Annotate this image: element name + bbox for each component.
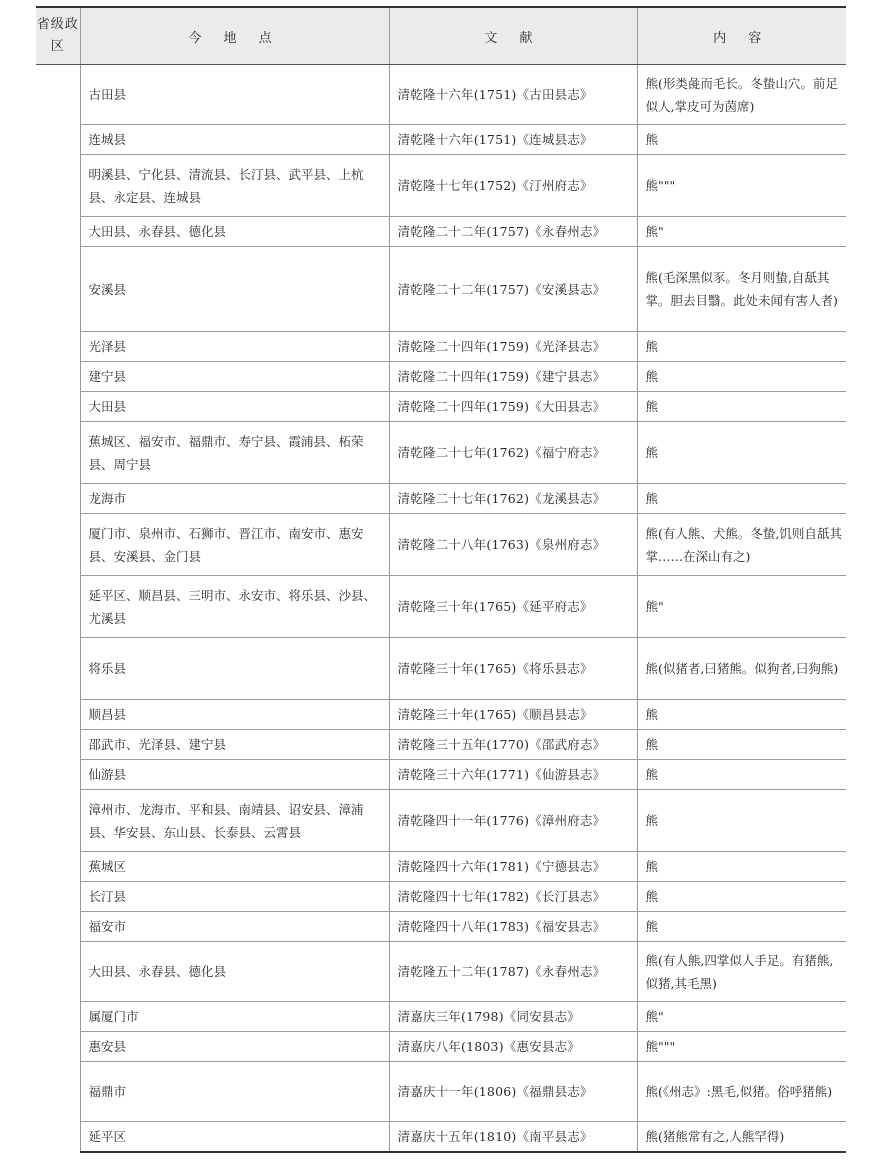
table-row (36, 912, 846, 942)
table-row (36, 514, 846, 576)
table-row (36, 217, 846, 247)
place-cell: 将乐县 (80, 638, 389, 700)
content-cell: 熊""" (637, 1032, 846, 1062)
table-row (36, 125, 846, 155)
content-cell: 熊 (637, 484, 846, 514)
content-cell: 熊 (637, 760, 846, 790)
place-cell: 大田县 (80, 392, 389, 422)
content-cell: 熊 (637, 392, 846, 422)
place-cell: 建宁县 (80, 362, 389, 392)
source-cell: 清嘉庆十五年(1810)《南平县志》 (389, 1122, 637, 1153)
table-row (36, 882, 846, 912)
content-cell: 熊(毛深黑似豕。冬月则蛰,自舐其掌。胆去目翳。此处未闻有害人者) (637, 247, 846, 332)
source-cell: 清乾隆四十一年(1776)《漳州府志》 (389, 790, 637, 852)
content-cell: 熊" (637, 217, 846, 247)
place-cell: 光泽县 (80, 332, 389, 362)
content-cell: 熊 (637, 422, 846, 484)
table-row (36, 1062, 846, 1122)
table-row (36, 392, 846, 422)
source-cell: 清乾隆五十二年(1787)《永春州志》 (389, 942, 637, 1002)
table-row (36, 65, 846, 125)
table-row (36, 576, 846, 638)
table-row (36, 362, 846, 392)
place-cell: 属厦门市 (80, 1002, 389, 1032)
source-cell: 清嘉庆十一年(1806)《福鼎县志》 (389, 1062, 637, 1122)
header-row (36, 7, 846, 65)
source-cell: 清乾隆十六年(1751)《古田县志》 (389, 65, 637, 125)
source-cell: 清乾隆三十年(1765)《延平府志》 (389, 576, 637, 638)
place-cell: 蕉城区、福安市、福鼎市、寿宁县、霞浦县、柘荣县、周宁县 (80, 422, 389, 484)
place-cell: 龙海市 (80, 484, 389, 514)
content-cell: 熊(有人熊、犬熊。冬蛰,饥则自舐其掌……在深山有之) (637, 514, 846, 576)
place-cell: 福安市 (80, 912, 389, 942)
place-cell: 惠安县 (80, 1032, 389, 1062)
place-cell: 邵武市、光泽县、建宁县 (80, 730, 389, 760)
table-row (36, 1002, 846, 1032)
source-cell: 清乾隆二十四年(1759)《光泽县志》 (389, 332, 637, 362)
content-cell: 熊 (637, 700, 846, 730)
content-cell: 熊" (637, 576, 846, 638)
table-row (36, 1122, 846, 1153)
place-cell: 长汀县 (80, 882, 389, 912)
place-cell: 安溪县 (80, 247, 389, 332)
content-cell: 熊(猪熊常有之,人熊罕得) (637, 1122, 846, 1153)
place-cell: 蕉城区 (80, 852, 389, 882)
table-body (36, 65, 846, 1153)
content-cell: 熊 (637, 125, 846, 155)
content-cell: 熊" (637, 1002, 846, 1032)
place-cell: 福鼎市 (80, 1062, 389, 1122)
source-cell: 清乾隆十六年(1751)《连城县志》 (389, 125, 637, 155)
province-cell (36, 65, 80, 1153)
bear-records-table (36, 6, 846, 1153)
source-cell: 清乾隆三十五年(1770)《邵武府志》 (389, 730, 637, 760)
place-cell: 连城县 (80, 125, 389, 155)
source-cell: 清乾隆二十八年(1763)《泉州府志》 (389, 514, 637, 576)
source-cell: 清乾隆二十四年(1759)《建宁县志》 (389, 362, 637, 392)
source-cell: 清乾隆二十二年(1757)《永春州志》 (389, 217, 637, 247)
header-place: 今 地 点 (80, 7, 389, 65)
source-cell: 清乾隆三十年(1765)《将乐县志》 (389, 638, 637, 700)
table-row (36, 332, 846, 362)
content-cell: 熊 (637, 362, 846, 392)
place-cell: 古田县 (80, 65, 389, 125)
header-source: 文 献 (389, 7, 637, 65)
table-row (36, 1032, 846, 1062)
source-cell: 清嘉庆八年(1803)《惠安县志》 (389, 1032, 637, 1062)
place-cell: 厦门市、泉州市、石狮市、晋江市、南安市、惠安县、安溪县、金门县 (80, 514, 389, 576)
content-cell: 熊 (637, 790, 846, 852)
place-cell: 明溪县、宁化县、清流县、长汀县、武平县、上杭县、永定县、连城县 (80, 155, 389, 217)
source-cell: 清乾隆二十七年(1762)《福宁府志》 (389, 422, 637, 484)
source-cell: 清乾隆二十七年(1762)《龙溪县志》 (389, 484, 637, 514)
place-cell: 仙游县 (80, 760, 389, 790)
place-cell: 漳州市、龙海市、平和县、南靖县、诏安县、漳浦县、华安县、东山县、长泰县、云霄县 (80, 790, 389, 852)
table-row (36, 700, 846, 730)
source-cell: 清乾隆十七年(1752)《汀州府志》 (389, 155, 637, 217)
table-header (36, 7, 846, 65)
table-row (36, 760, 846, 790)
source-cell: 清乾隆四十八年(1783)《福安县志》 (389, 912, 637, 942)
content-cell: 熊 (637, 852, 846, 882)
place-cell: 顺昌县 (80, 700, 389, 730)
table-row (36, 422, 846, 484)
table-row (36, 852, 846, 882)
content-cell: 熊 (637, 730, 846, 760)
place-cell: 大田县、永春县、德化县 (80, 217, 389, 247)
source-cell: 清乾隆二十四年(1759)《大田县志》 (389, 392, 637, 422)
content-cell: 熊 (637, 332, 846, 362)
table-row (36, 730, 846, 760)
content-cell: 熊(有人熊,四掌似人手足。有猪熊,似猪,其毛黑) (637, 942, 846, 1002)
table-row (36, 484, 846, 514)
header-content: 内 容 (637, 7, 846, 65)
content-cell: 熊 (637, 912, 846, 942)
content-cell: 熊(形类彘而毛长。冬蛰山穴。前足似人,掌皮可为茵席) (637, 65, 846, 125)
source-cell: 清乾隆三十年(1765)《顺昌县志》 (389, 700, 637, 730)
content-cell: 熊""" (637, 155, 846, 217)
table-row (36, 942, 846, 1002)
source-cell: 清乾隆二十二年(1757)《安溪县志》 (389, 247, 637, 332)
table-row (36, 155, 846, 217)
content-cell: 熊(《州志》:黑毛,似猪。俗呼猪熊) (637, 1062, 846, 1122)
place-cell: 大田县、永春县、德化县 (80, 942, 389, 1002)
content-cell: 熊 (637, 882, 846, 912)
source-cell: 清乾隆三十六年(1771)《仙游县志》 (389, 760, 637, 790)
table-row (36, 790, 846, 852)
page (36, 6, 846, 1153)
source-cell: 清嘉庆三年(1798)《同安县志》 (389, 1002, 637, 1032)
source-cell: 清乾隆四十七年(1782)《长汀县志》 (389, 882, 637, 912)
content-cell: 熊(似猪者,曰猪熊。似狗者,曰狗熊) (637, 638, 846, 700)
source-cell: 清乾隆四十六年(1781)《宁德县志》 (389, 852, 637, 882)
header-province: 省级政区 (36, 7, 80, 65)
place-cell: 延平区、顺昌县、三明市、永安市、将乐县、沙县、尤溪县 (80, 576, 389, 638)
table-row (36, 638, 846, 700)
table-row (36, 247, 846, 332)
place-cell: 延平区 (80, 1122, 389, 1153)
